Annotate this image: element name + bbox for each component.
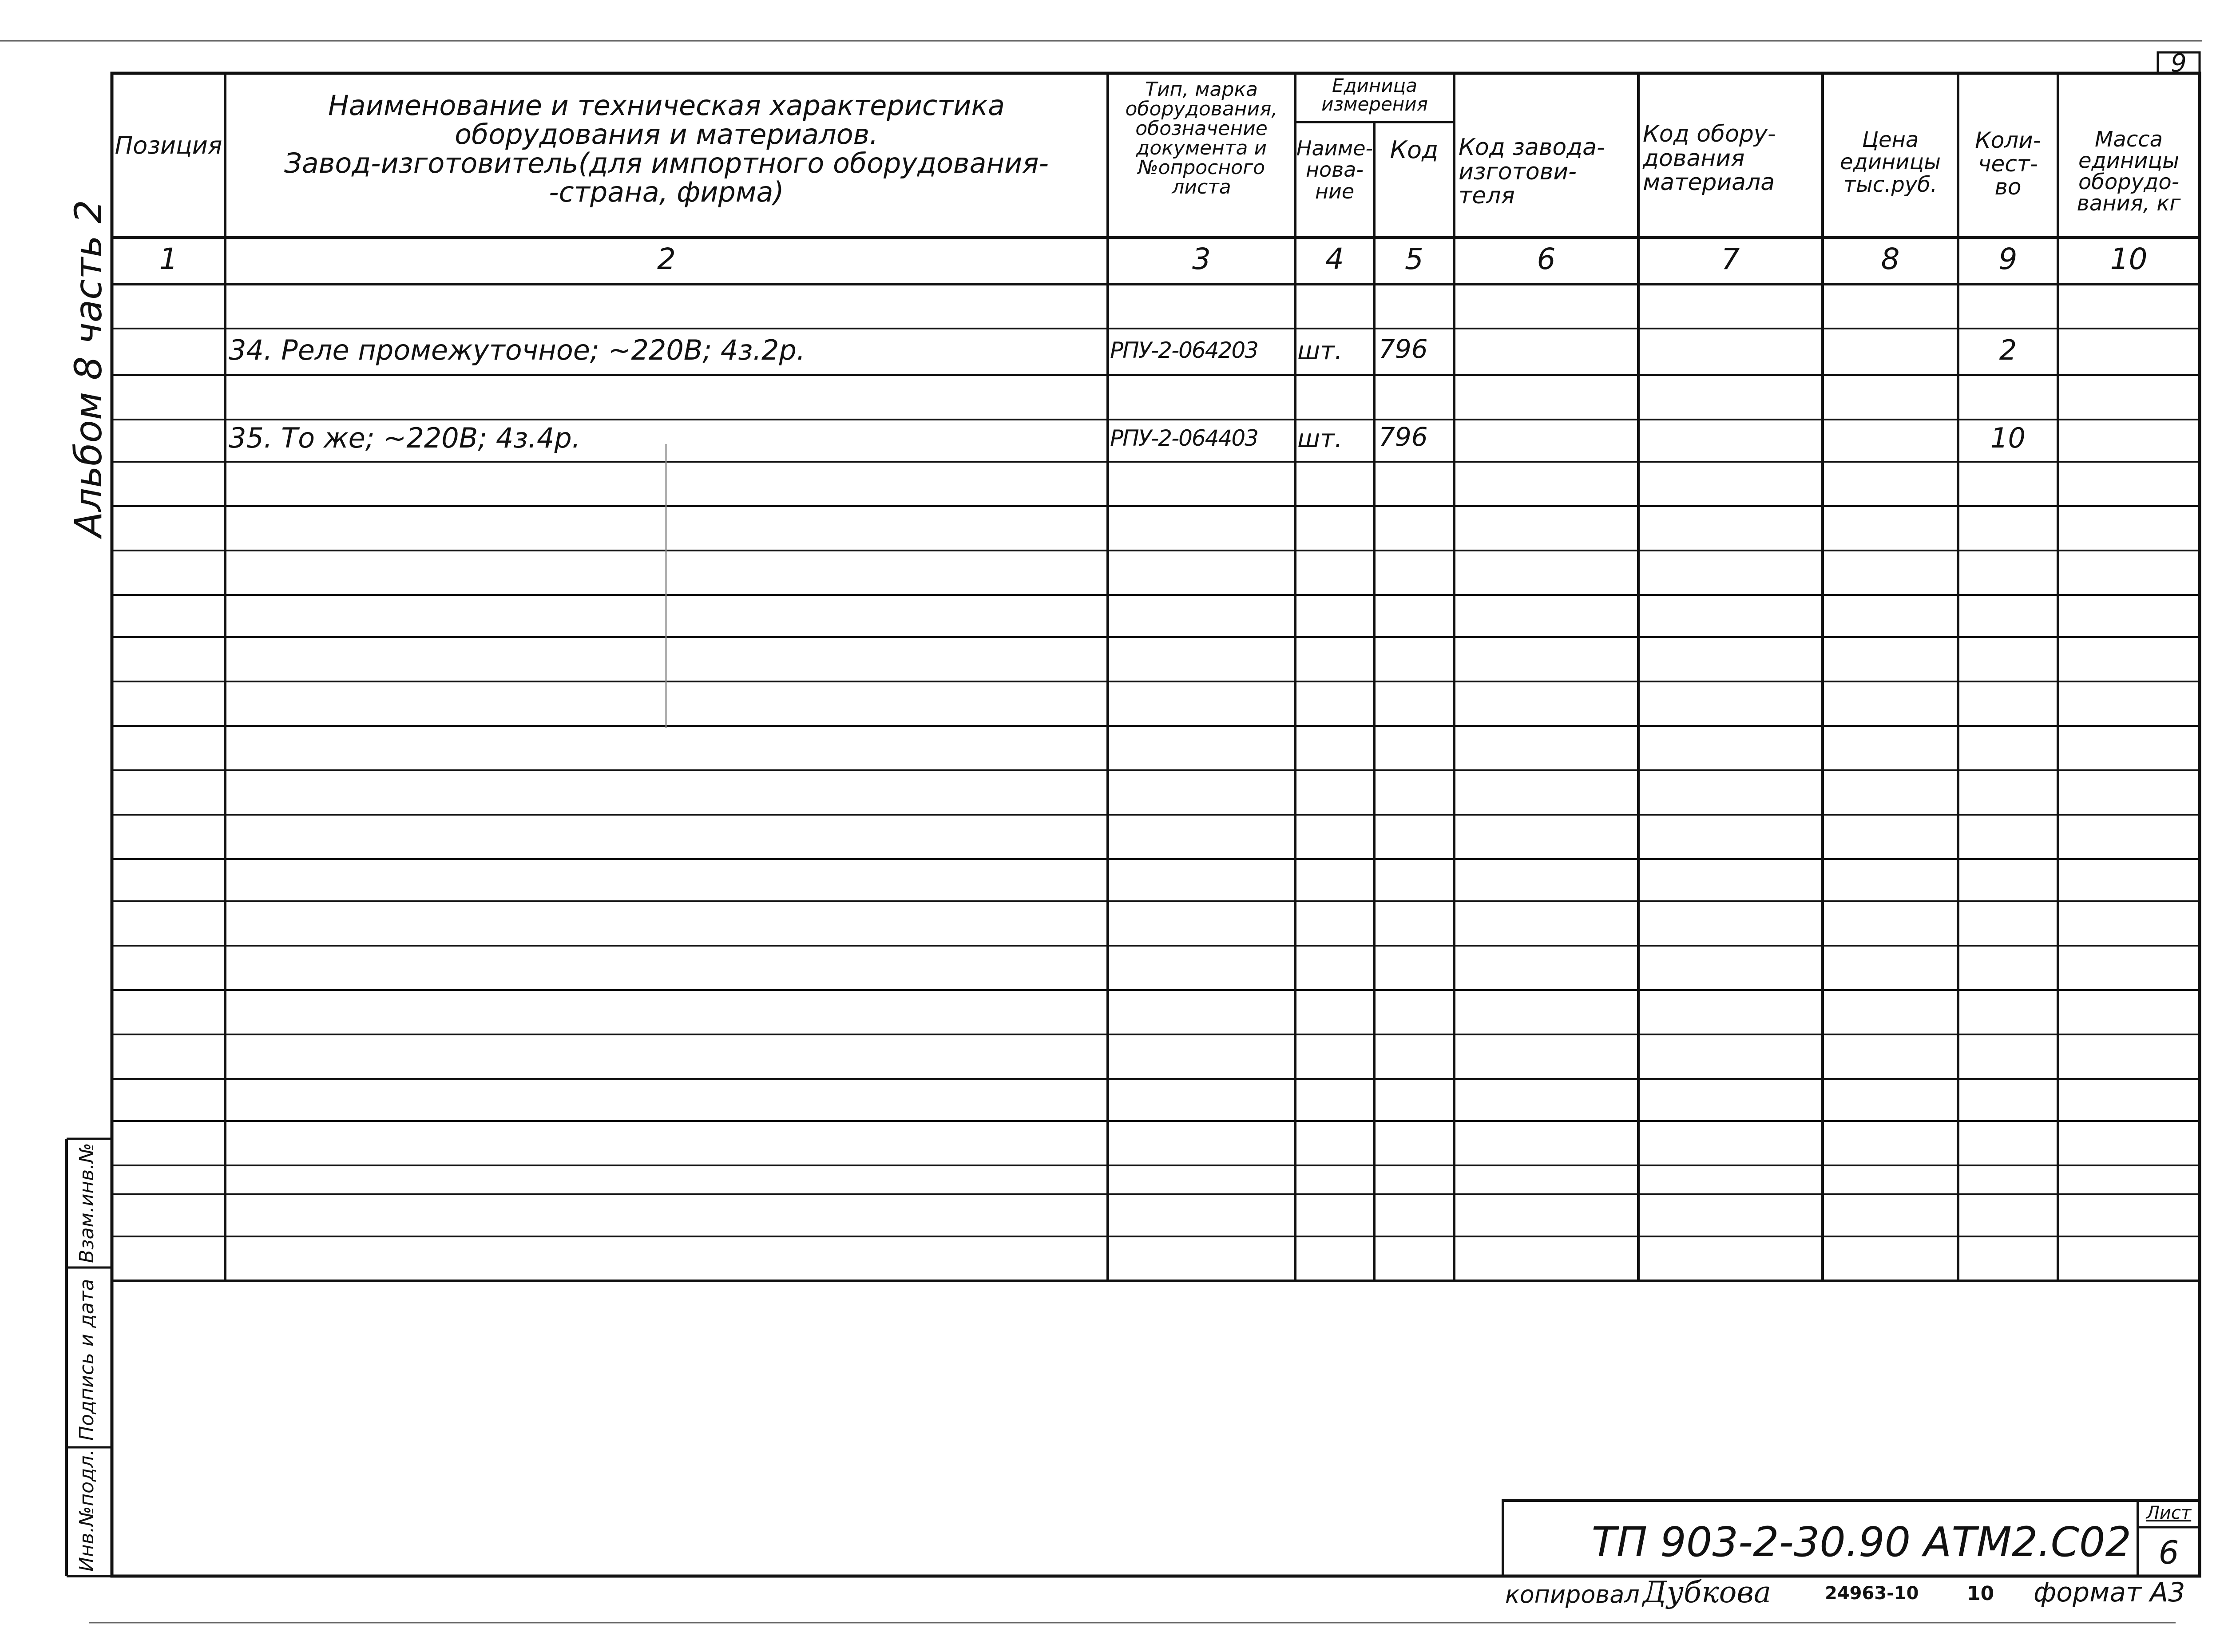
colnum-8: 8 (1881, 242, 1900, 276)
row-qty: 2 (1999, 334, 2017, 366)
order-number: 24963-10 (1825, 1583, 1919, 1604)
sheet-label: Лист (2146, 1503, 2192, 1523)
header-name-line2: оборудования и материалов. (455, 118, 878, 151)
sheet-count: 10 (1967, 1582, 1994, 1605)
header-factory-code: Код завода- изготови- теля (1459, 134, 1605, 210)
copied-label: копировал (1505, 1581, 1640, 1608)
header-name (225, 89, 1108, 209)
stamp-replacement-label: Взам.инв.№ (75, 1143, 98, 1263)
row-code: 796 (1379, 334, 1428, 364)
row-qty: 10 (1990, 422, 2026, 454)
row-unit: шт. (1297, 337, 1343, 365)
row-code: 796 (1379, 422, 1428, 452)
row-type: РПУ-2-064203 (1110, 337, 1258, 363)
header-unit-group: Единица измерения (1321, 75, 1428, 115)
row-name: 34. Реле промежуточное; ~220В; 4з.2р. (229, 334, 805, 366)
header-mass: Масса единицы оборудо- вания, кг (2077, 127, 2181, 216)
colnum-4: 4 (1325, 242, 1344, 276)
header-unit-name: Наиме- нова- ние (1296, 136, 1373, 203)
header-name-line1: Наименование и техническая характеристика (328, 89, 1005, 122)
header-type: Тип, марка оборудования, обозначение документа и №опросного листа (1125, 78, 1278, 198)
colnum-6: 6 (1537, 242, 1556, 276)
colnum-9: 9 (1998, 242, 2018, 276)
header-name-line4: -страна, фирма) (549, 176, 784, 209)
colnum-5: 5 (1405, 242, 1423, 276)
header-price: Цена единицы тыс.руб. (1839, 127, 1941, 197)
format-label: формат А3 (2034, 1577, 2185, 1608)
document-code: ТП 903-2-30.90 АТМ2.С02 (1591, 1518, 2131, 1566)
colnum-3: 3 (1192, 242, 1211, 276)
stamp-signature-label: Подпись и дата (75, 1279, 98, 1441)
colnum-1: 1 (159, 242, 178, 276)
header-quantity: Коли- чест- во (1975, 127, 2041, 200)
colnum-10: 10 (2110, 242, 2148, 276)
stamp-inv-label: Инв.№подл. (75, 1449, 98, 1572)
album-part-label: Альбом 8 часть 2 (67, 200, 110, 537)
copied-signature: Дубкова (1643, 1575, 1772, 1609)
colnum-2: 2 (657, 242, 676, 276)
header-position: Позиция (115, 131, 222, 159)
row-type: РПУ-2-064403 (1110, 425, 1258, 451)
colnum-7: 7 (1721, 242, 1740, 276)
header-unit-code: Код (1390, 136, 1439, 164)
top-sheet-number: 9 (2171, 49, 2187, 78)
sheet-number: 6 (2158, 1534, 2179, 1571)
header-name-line3: Завод-изготовитель(для импортного оборудования- (284, 147, 1049, 180)
header-equipment-code: Код обору- дования материала (1643, 121, 1776, 196)
row-unit: шт. (1297, 424, 1343, 453)
row-name: 35. То же; ~220В; 4з.4р. (229, 422, 581, 454)
